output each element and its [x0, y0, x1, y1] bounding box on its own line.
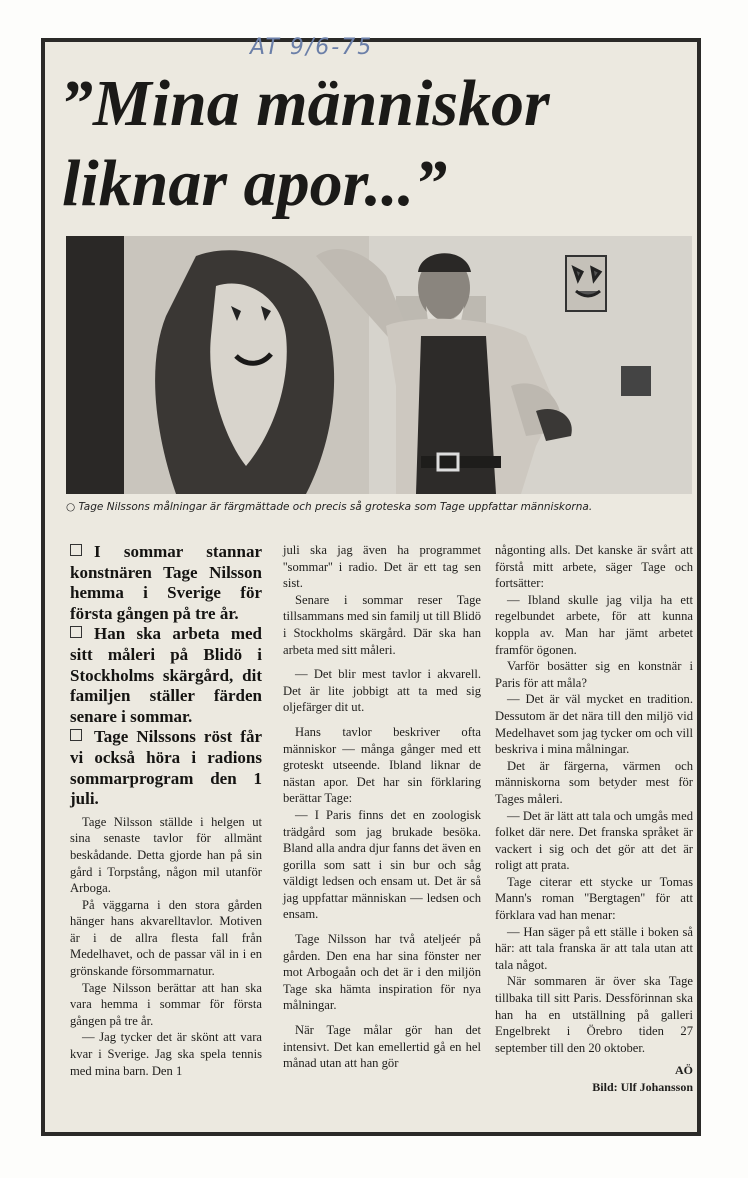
headline — [60, 64, 696, 224]
body-paragraph: Senare i sommar reser Tage tillsammans med sin familj ut till Blidö i Stockholms skärgård. Där ska han arbeta med sitt måleri. — [283, 592, 481, 657]
headline-line-1: ”Mina människor — [60, 67, 550, 140]
body-paragraph: När sommaren är över ska Tage tillbaka till sitt Paris. Dessförinnan ska han ha en utställning på galleri Engelbrekt i Örebro tiden 27 september till den 20 oktober. — [495, 974, 693, 1055]
article-column-3 — [495, 542, 693, 1096]
author-initials: AÖ — [675, 1063, 693, 1078]
body-paragraph: juli ska jag även ha programmet ''sommar'' i radio. Det är ett tag sen sist. — [283, 543, 481, 591]
lead-item — [70, 542, 262, 624]
body-paragraph: Tage Nilsson har två ateljeér på gården. Den ena har sina fönster ner mot Arbogaån och det är i den miljön Tage ska hämta inspiration för nya målningar. — [283, 932, 481, 1013]
square-bullet-icon — [70, 544, 82, 556]
body-paragraph: Hans tavlor beskriver ofta människor — många gånger med ett groteskt utseende. Ibland liknar de nästan apor. Det har sin förklaring berättar Tage: — [283, 724, 481, 806]
lead-paragraph — [70, 542, 262, 810]
body-paragraph: — Ibland skulle jag vilja ha ett regelbundet arbete, för att kunna koppla av. Man har jämt arbetet framför ögonen. — [495, 592, 693, 657]
article-column-1 — [70, 542, 262, 1079]
body-paragraph: När Tage målar gör han det intensivt. Det kan emellertid gå en hel månad utan att han gör — [283, 1023, 481, 1071]
photo-caption: ○ Tage Nilssons målningar är färgmättade och precis så groteska som Tage uppfattar människorna. — [66, 501, 593, 513]
square-bullet-icon — [70, 729, 82, 741]
photo-credit: Bild: Ulf Johansson — [592, 1080, 693, 1094]
lead-item — [70, 727, 262, 809]
headline-line-2: liknar apor...” — [62, 147, 448, 220]
article-photo — [66, 236, 692, 494]
body-paragraph: Varför bosätter sig en konstnär i Paris för att måla? — [495, 659, 693, 690]
body-paragraph: — Det är lätt att tala och umgås med folket där nere. Det franska språket är vackert i sig och det gör att det är roligt att prata. — [495, 808, 693, 873]
body-paragraph: — Han säger på ett ställe i boken så här: att tala franska är att tala utan att tala något. — [495, 924, 693, 972]
body-paragraph: Tage Nilsson ställde i helgen ut sina senaste tavlor för allmänt beskådande. Detta gjorde han på sin gård i Torpstång, någon mil utanför Arboga. — [70, 814, 262, 896]
handwritten-date-annotation: AT 9/6-75 — [250, 35, 374, 60]
body-paragraph: — Det blir mest tavlor i akvarell. Det är lite jobbigt att ta med sig oljefärger dit ut. — [283, 667, 481, 715]
body-paragraph: — Det är väl mycket en tradition. Dessutom är det nära till den miljö vid Medelhavet som jag tycker om och vill beskriva i mina målningar. — [495, 692, 693, 757]
square-bullet-icon — [70, 626, 82, 638]
photo-artist-with-painting — [66, 236, 692, 494]
lead-text: Tage Nilssons röst får vi också höra i radions sommarprogram den 1 juli. — [70, 727, 262, 809]
body-paragraph: Tage citerar ett stycke ur Tomas Mann's roman ''Bergtagen'' för att förklara vad han menar: — [495, 874, 693, 923]
article-column-2 — [283, 542, 481, 1072]
lead-text: I sommar stannar konstnären Tage Nilsson hemma i Sverige för första gången på tre år. — [70, 542, 262, 623]
body-paragraph: — I Paris finns det en zoologisk trädgård som jag brukade besöka. Bland alla andra djur fanns det även en gorilla som satt i sin bur och såg väldigt ledsen och ensam ut. Det är så jag uppfattar människan — ledsen och ensam. — [283, 807, 481, 922]
lead-text: Han ska arbeta med sitt måleri på Blidö i Stockholms skärgård, dit familjen ställer färden senare i sommar. — [70, 624, 262, 726]
lead-item — [70, 624, 262, 727]
body-paragraph: någonting alls. Det kanske är svårt att förstå mitt arbete, säger Tage och fortsätter: — [495, 543, 693, 591]
body-paragraph: På väggarna i den stora gården hänger hans akvarelltavlor. Motiven är i de allra flesta fall från Medelhavet, och de passar väl in i en grönskande försommarnatur. — [70, 897, 262, 979]
body-paragraph: Det är färgerna, värmen och människorna som betyder mest för Tages måleri. — [495, 758, 693, 806]
body-paragraph: Tage Nilsson berättar att han ska vara hemma i sommar för första gången på tre år. — [70, 980, 262, 1028]
body-paragraph: — Jag tycker det är skönt att vara kvar i Sverige. Jag ska spela tennis med mina barn. Den 1 — [70, 1030, 262, 1078]
